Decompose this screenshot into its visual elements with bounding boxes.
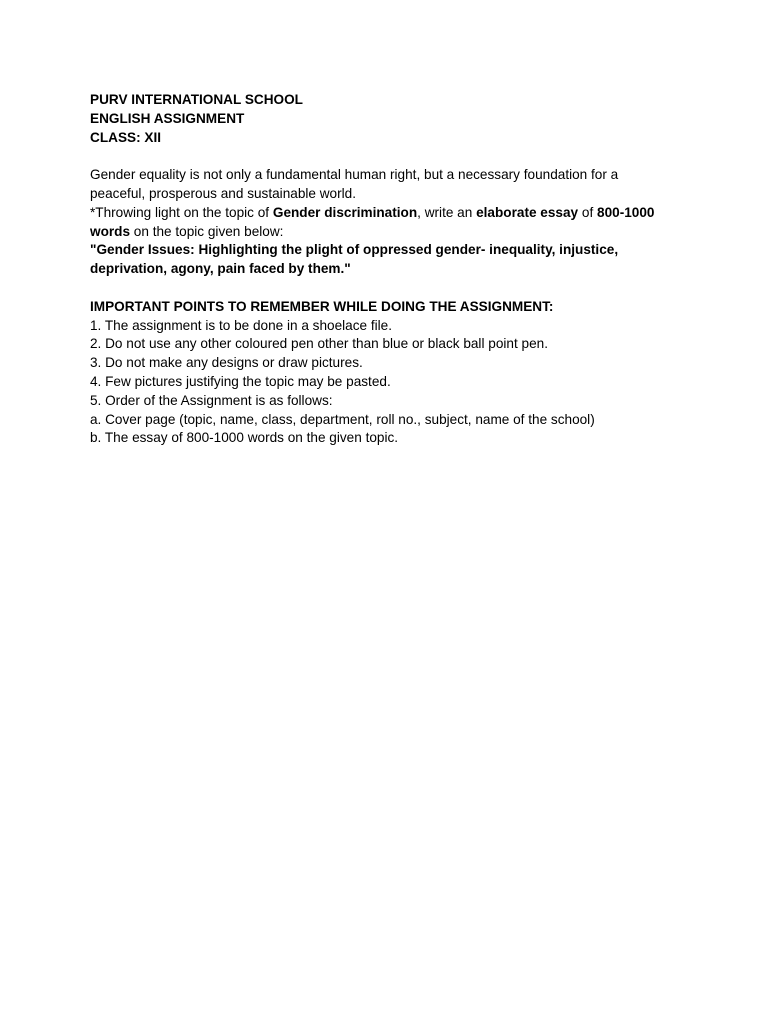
point-item: 3. Do not make any designs or draw pictures. <box>90 355 363 371</box>
document-body <box>90 91 690 448</box>
class-label: CLASS: XII <box>90 129 161 145</box>
assignment-title: ENGLISH ASSIGNMENT <box>90 110 245 126</box>
point-item: 5. Order of the Assignment is as follows: <box>90 392 333 408</box>
task-suffix: on the topic given below: <box>130 223 284 239</box>
task-word-count: 800-1000 <box>597 204 655 220</box>
task-mid-1: , write an <box>417 204 477 220</box>
intro-line-1: Gender equality is not only a fundamental human right, but a necessary foundation for a <box>90 167 619 183</box>
point-item: b. The essay of 800-1000 words on the given topic. <box>90 430 399 446</box>
points-heading: IMPORTANT POINTS TO REMEMBER WHILE DOING THE ASSIGNMENT: <box>90 298 554 314</box>
task-essay-type: elaborate essay <box>476 204 579 220</box>
task-line-2 <box>90 223 690 242</box>
spacer <box>90 147 690 166</box>
point-item: 4. Few pictures justifying the topic may be pasted. <box>90 373 391 389</box>
essay-title-line-1: "Gender Issues: Highlighting the plight of oppressed gender- inequality, injustice, <box>90 242 619 258</box>
task-prefix: *Throwing light on the topic of <box>90 204 273 220</box>
spacer <box>90 279 690 298</box>
point-item: 1. The assignment is to be done in a shoelace file. <box>90 317 393 333</box>
task-line-1 <box>90 204 690 223</box>
point-item: 2. Do not use any other coloured pen other than blue or black ball point pen. <box>90 336 548 352</box>
task-words-label: words <box>90 223 131 239</box>
point-item: a. Cover page (topic, name, class, department, roll no., subject, name of the school) <box>90 411 595 427</box>
school-name: PURV INTERNATIONAL SCHOOL <box>90 92 303 107</box>
task-topic: Gender discrimination <box>272 204 418 220</box>
intro-line-2: peaceful, prosperous and sustainable world. <box>90 185 357 201</box>
task-mid-2: of <box>578 204 598 220</box>
essay-title-line-2: deprivation, agony, pain faced by them." <box>90 261 351 277</box>
